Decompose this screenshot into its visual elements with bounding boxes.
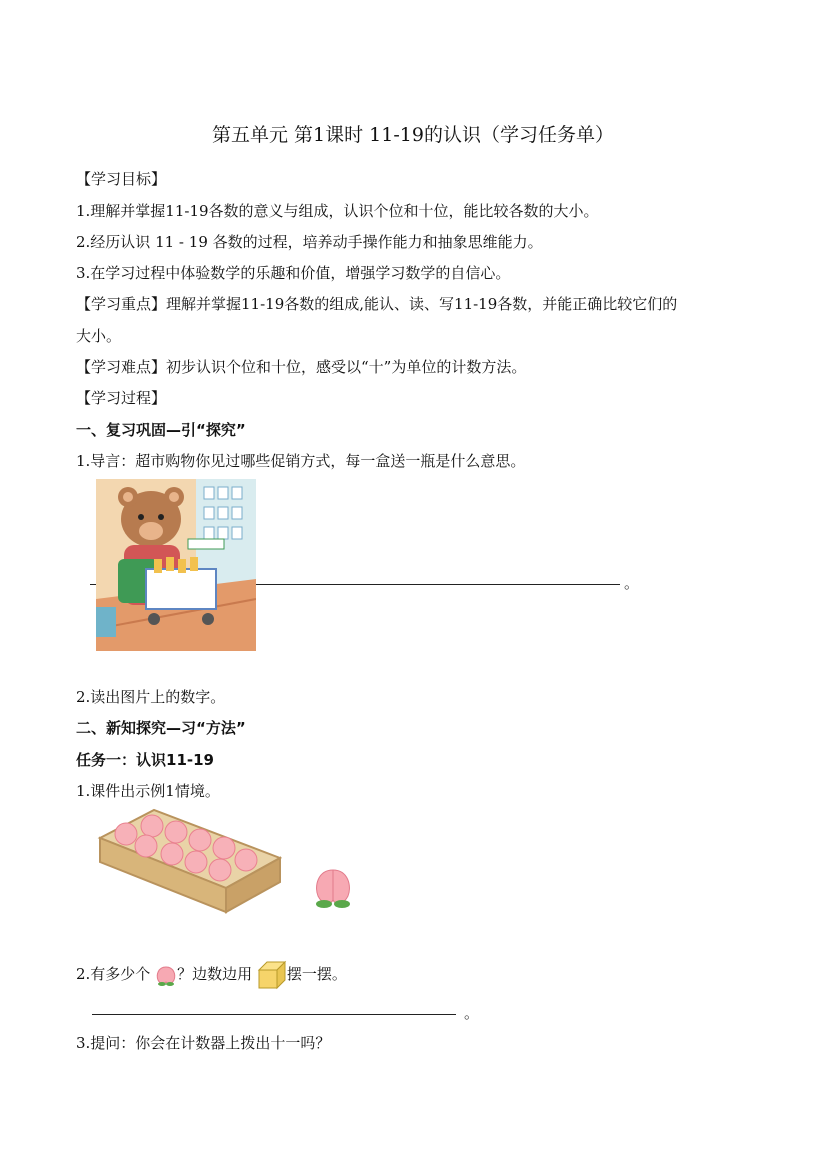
task1-heading: 任务一：认识11-19 [76, 751, 214, 769]
difficulty [76, 356, 526, 377]
page-title: 第五单元 第1课时 11-19的认识（学习任务单） [212, 124, 614, 146]
peach-icon [312, 864, 354, 910]
answer-period-2: 。 [464, 1004, 480, 1022]
goal-2: 2.经历认识 11 - 19 各数的过程，培养动手操作能力和抽象思维能力。 [76, 233, 543, 251]
key-point-continued: 大小。 [76, 327, 122, 345]
q2-part-c: 摆一摆。 [286, 965, 347, 983]
key-point-text: 理解并掌握11-19各数的组成,能认、读、写11-19各数，并能正确比较它们的 [166, 295, 678, 313]
answer-line-2[interactable] [92, 1014, 456, 1015]
bear-shopping-illustration [96, 479, 256, 651]
answer-line-left[interactable] [90, 584, 96, 585]
key-point [76, 293, 677, 314]
goals-heading: 【学习目标】 [76, 170, 167, 188]
cube-icon [257, 960, 287, 990]
answer-line[interactable] [256, 584, 620, 585]
answer-period: 。 [624, 574, 640, 592]
section2-q3: 3.提问：你会在计数器上拨出十一吗？ [76, 1034, 331, 1052]
q2-part-b: ？边数边用 [177, 965, 253, 983]
section1-heading: 一、复习巩固—引“探究” [76, 421, 246, 439]
goal-3: 3.在学习过程中体验数学的乐趣和价值，增强学习数学的自信心。 [76, 264, 511, 282]
q2-part-a: 2.有多少个 [76, 965, 151, 983]
section2-q1: 1.课件出示例1情境。 [76, 782, 220, 800]
section1-q1: 1.导言：超市购物你见过哪些促销方式，每一盒送一瓶是什么意思。 [76, 452, 526, 470]
section2-q2 [76, 960, 347, 990]
difficulty-text: 初步认识个位和十位，感受以“十”为单位的计数方法。 [166, 358, 527, 376]
peach-tray-illustration [96, 808, 282, 914]
goal-1: 1.理解并掌握11-19各数的意义与组成，认识个位和十位，能比较各数的大小。 [76, 202, 599, 220]
peach-small-icon [155, 964, 177, 986]
process-heading: 【学习过程】 [76, 389, 167, 407]
difficulty-label: 【学习难点】 [76, 358, 167, 376]
key-point-label: 【学习重点】 [76, 295, 167, 313]
section1-q2: 2.读出图片上的数字。 [76, 688, 226, 706]
section2-heading: 二、新知探究—习“方法” [76, 719, 246, 737]
